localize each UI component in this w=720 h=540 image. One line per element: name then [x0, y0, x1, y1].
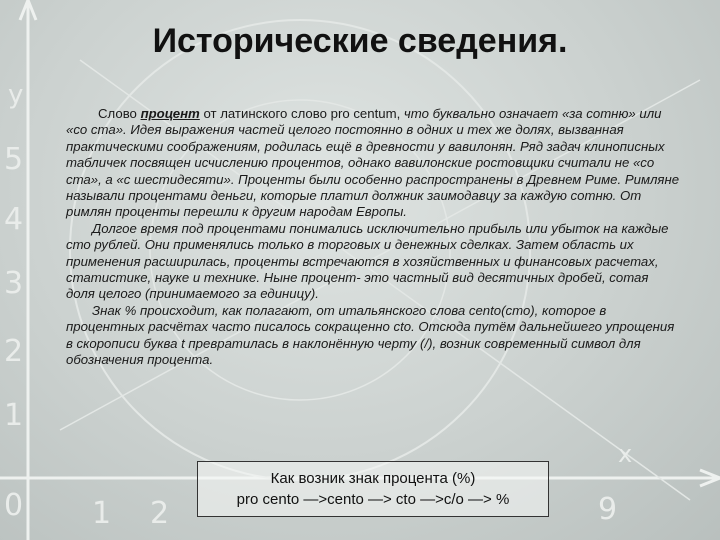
y-tick-1: 1 [4, 398, 24, 433]
y-tick-4: 4 [4, 202, 24, 237]
y-tick-3: 3 [4, 266, 24, 301]
slide-body-text [66, 106, 680, 369]
paragraph-1 [66, 106, 680, 221]
paragraph-3: Знак % происходит, как полагают, от итальянского слова cento(сто), которое в процентных расчётах часто писалось сокращенно cto. Отсюда путём дальнейшего упрощения в скорописи буква t превратилась в наклонённую черту (/), возник современный символ для обозначения процента. [66, 302, 675, 368]
y-tick-0: 0 [4, 488, 24, 523]
axis-y-label: y [8, 80, 24, 110]
paragraph-1-lead: Слово [98, 106, 141, 121]
paragraph-2: Долгое время под процентами понимались исключительно прибыль или убыток на каждые сто рублей. Они применялись только в торговых и денежных сделках. Затем область их применения расширилась, проценты встречаются в хозяйственных и финансовых расчетах, статистике, науке и технике. Ныне процент- это частный вид десятичных дробей, сотая доля целого (принимаемого за единицу). [66, 220, 669, 302]
x-tick-1: 1 [92, 496, 112, 531]
y-tick-5: 5 [4, 142, 24, 177]
x-tick-2: 2 [150, 496, 170, 531]
paragraph-1-normal: от латинского слово pro centum, [199, 106, 404, 121]
keyword-procent: процент [140, 106, 200, 121]
axis-x-label: x [618, 440, 633, 468]
x-tick-9: 9 [598, 492, 618, 527]
percent-origin-box [197, 461, 549, 517]
y-tick-2: 2 [4, 334, 24, 369]
percent-origin-heading: Как возник знак процента (%) [270, 470, 476, 487]
paragraph-1-italic: что буквально означает «за сотню» или «со ста». Идея выражения частей целого постоянно в одних и тех же долях, вызванная практическими соображениям, родилась ещё в древности у вавилонян. Ряд задач клинописных табличек посвящен исчислению процентов, однако вавилонские ростовщики считали не «со ста», а «с шестидесяти». Проценты были особенно распространены в Древнем Риме. Римляне называли процентами деньги, которые платил должник заимодавцу за каждую сотню. От римлян проценты перешли к другим народам Европы. [66, 106, 680, 220]
slide-title: Исторические сведения. [152, 22, 568, 60]
percent-origin-chain: pro cento —>cento —> cto —>c/o —> % [236, 491, 510, 508]
